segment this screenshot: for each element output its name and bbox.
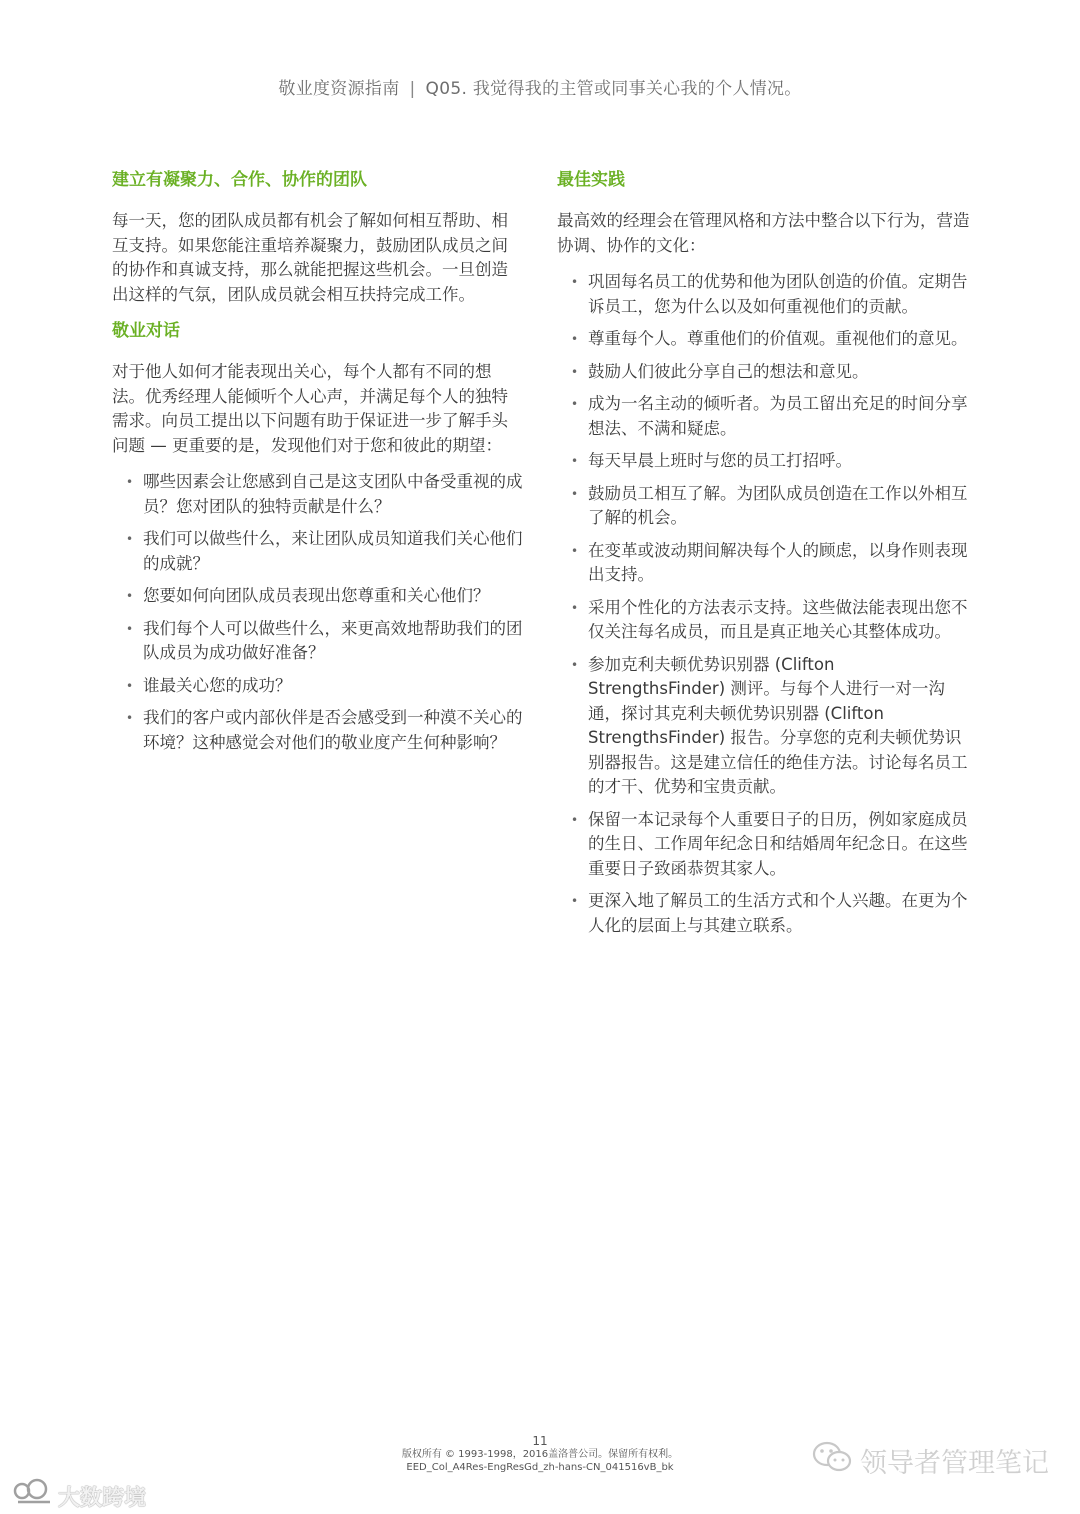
bullet-icon: •	[126, 475, 134, 489]
right-column	[557, 168, 971, 946]
list-item	[112, 584, 524, 609]
running-header	[0, 74, 1080, 99]
list-item-text: 参加克利夫顿优势识别器 (Clifton StrengthsFinder) 测评。与每个人进行一对一沟通，探讨其克利夫顿优势识别器 (Clifton StrengthsFinder) 报告。分享您的克利夫顿优势识别器报告。这是建立信任的绝佳方法。讨论每名员工的才干、优势和宝贵贡献。	[588, 654, 968, 796]
best-practices-intro: 最高效的经理会在管理风格和方法中整合以下行为，营造协调、协作的文化：	[557, 211, 970, 255]
list-item-text: 采用个性化的方法表示支持。这些做法能表现出您不仅关注每名成员，而且是真正地关心其整体成功。	[588, 597, 968, 641]
list-item-text: 每天早晨上班时与您的员工打招呼。	[588, 451, 852, 470]
question-list	[112, 470, 524, 755]
copyright-line: 版权所有 © 1993-1998，2016盖洛普公司。保留所有权利。	[401, 1449, 679, 1460]
list-item-text: 哪些因素会让您感到自己是这支团队中备受重视的成员？您对团队的独特贡献是什么？	[143, 472, 523, 516]
list-item-text: 保留一本记录每个人重要日子的日历，例如家庭成员的生日、工作周年纪念日和结婚周年纪念日。在这些重要日子致函恭贺其家人。	[588, 809, 968, 878]
bullet-icon: •	[571, 275, 579, 289]
list-item-text: 我们的客户或内部伙伴是否会感受到一种漠不关心的环境？这种感觉会对他们的敬业度产生何种影响？	[143, 708, 523, 752]
list-item-text: 更深入地了解员工的生活方式和个人兴趣。在更为个人化的层面上与其建立联系。	[588, 891, 968, 935]
list-item-text: 我们每个人可以做些什么，来更高效地帮助我们的团队成员为成功做好准备？	[143, 618, 523, 662]
bullet-icon: •	[126, 678, 134, 693]
list-item	[557, 539, 971, 588]
section-heading-team: 建立有凝聚力、合作、协作的团队	[112, 170, 367, 190]
list-item	[112, 674, 524, 699]
watermark-left-text: 大数跨境	[58, 1485, 147, 1511]
list-item	[112, 706, 524, 755]
list-item-text: 谁最关心您的成功？	[143, 675, 292, 695]
list-item-text: 尊重每个人。尊重他们的价值观。重视他们的意见。	[588, 329, 968, 348]
list-item	[557, 449, 971, 474]
list-item-text: 在变革或波动期间解决每个人的顾虑，以身作则表现出支持。	[588, 540, 968, 584]
bullet-icon: •	[571, 397, 579, 411]
header-separator: |	[409, 79, 416, 99]
list-item	[112, 527, 524, 576]
left-column	[112, 168, 524, 763]
list-item	[557, 360, 971, 385]
list-item	[557, 392, 971, 441]
bullet-icon: •	[126, 532, 134, 546]
team-paragraph: 每一天，您的团队成员都有机会了解如何相互帮助、相互支持。如果您能注重培养凝聚力，鼓励团队成员之间的协作和真诚支持，那么就能把握这些机会。一旦创造出这样的气氛，团队成员就会相互扶持完成工作。	[112, 211, 508, 304]
kuaishou-logo-icon	[12, 1478, 54, 1514]
watermark-left	[12, 1478, 146, 1514]
list-item	[557, 653, 971, 800]
list-item-text: 巩固每名员工的优势和他为团队创造的价值。定期告诉员工，您为什么以及如何重视他们的贡献。	[588, 272, 968, 316]
list-item	[557, 327, 971, 352]
bullet-icon: •	[126, 711, 134, 725]
list-item	[112, 617, 524, 666]
list-item	[557, 808, 971, 882]
bullet-icon: •	[571, 454, 579, 468]
bullet-icon: •	[571, 600, 579, 615]
list-item-text: 我们可以做些什么，来让团队成员知道我们关心他们的成就？	[143, 529, 523, 573]
list-item	[557, 270, 971, 319]
bullet-icon: •	[571, 332, 579, 346]
bullet-icon: •	[571, 486, 579, 501]
wechat-icon	[812, 1440, 852, 1481]
question-title: Q05. 我觉得我的主管或同事关心我的个人情况。	[425, 79, 802, 99]
list-item-text: 成为一名主动的倾听者。为员工留出充足的时间分享想法、不满和疑虑。	[588, 394, 968, 438]
page-number: 11	[532, 1434, 548, 1448]
watermark-right-text: 领导者管理笔记	[860, 1448, 1049, 1479]
section-heading-best-practices: 最佳实践	[557, 170, 625, 190]
section-heading-dialogue: 敬业对话	[112, 321, 180, 341]
bullet-icon: •	[126, 621, 134, 636]
best-practices-list	[557, 270, 971, 938]
watermark-right	[812, 1440, 1049, 1481]
list-item-text: 您要如何向团队成员表现出您尊重和关心他们？	[143, 586, 490, 605]
guide-title: 敬业度资源指南	[278, 79, 400, 99]
list-item	[557, 596, 971, 645]
bullet-icon: •	[126, 589, 134, 603]
list-item-text: 鼓励员工相互了解。为团队成员创造在工作以外相互了解的机会。	[588, 483, 968, 527]
bullet-icon: •	[571, 543, 579, 558]
list-item	[557, 889, 971, 938]
list-item	[557, 482, 971, 531]
dialogue-paragraph: 对于他人如何才能表现出关心，每个人都有不同的想法。优秀经理人能倾听个人心声，并满足每个人的独特需求。向员工提出以下问题有助于保证进一步了解手头问题 — 更重要的是，发现他们对于您和彼此的期望：	[112, 362, 508, 455]
bullet-icon: •	[571, 657, 579, 672]
list-item	[112, 470, 524, 519]
document-code: EED_Col_A4Res-EngResGd_zh-hans-CN_041516vB_bk	[406, 1462, 674, 1473]
bullet-icon: •	[571, 364, 579, 379]
bullet-icon: •	[571, 894, 579, 908]
bullet-icon: •	[571, 812, 579, 827]
list-item-text: 鼓励人们彼此分享自己的想法和意见。	[588, 361, 869, 381]
